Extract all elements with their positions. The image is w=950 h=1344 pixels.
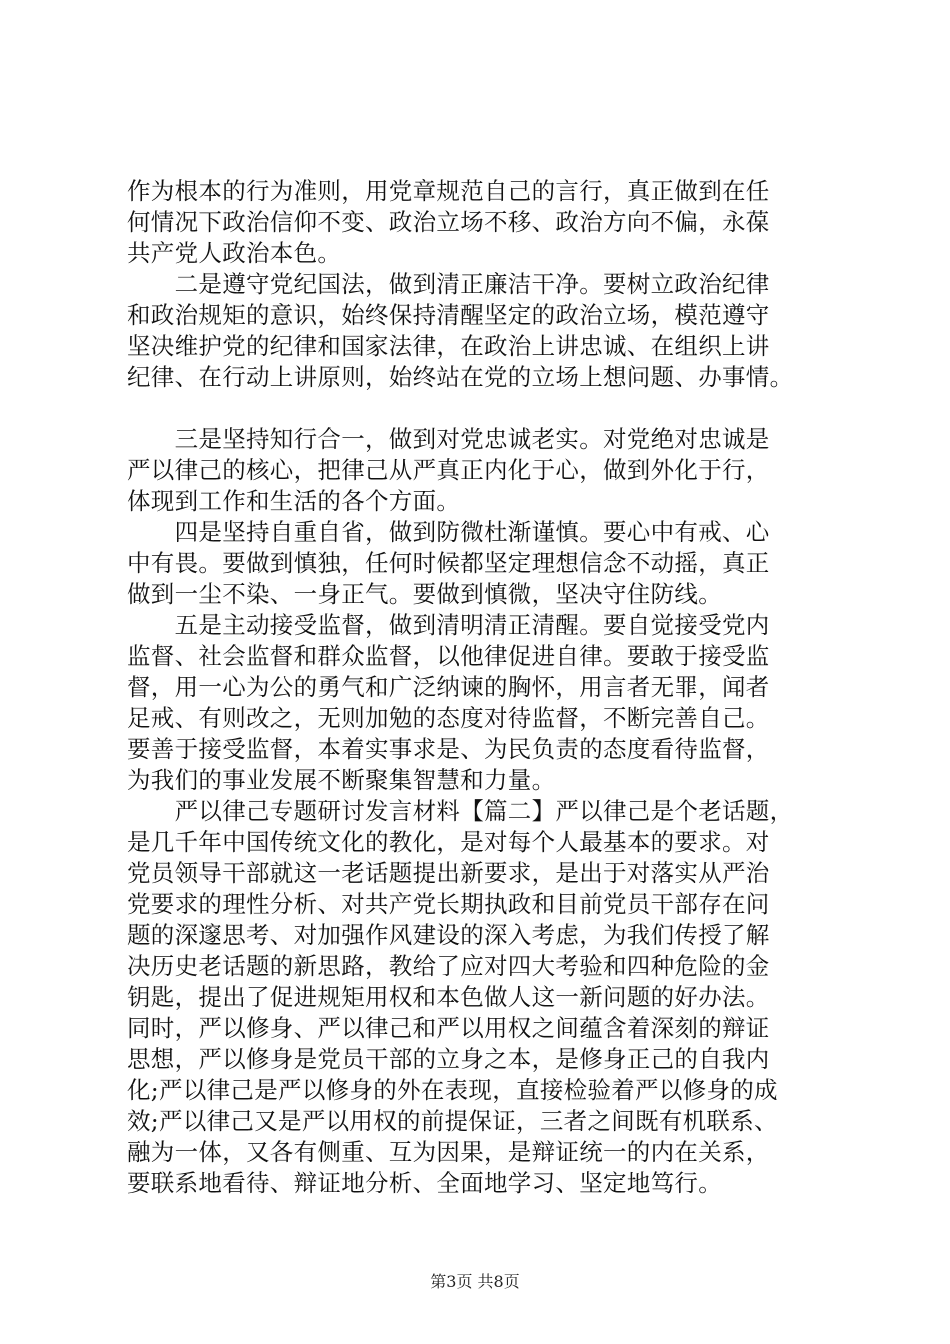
text-line: 融为一体，又各有侧重、互为因果，是辩证统一的内在关系， [127,1138,770,1166]
text-line: 三是坚持知行合一，做到对党忠诚老实。对党绝对忠诚是 [127,425,770,453]
text-line: 中有畏。要做到慎独，任何时候都坚定理想信念不动摇，真正 [127,549,770,577]
text-line: 题的深邃思考、对加强作风建设的深入考虑，为我们传授了解 [127,921,770,949]
text-line: 党要求的理性分析、对共产党长期执政和目前党员干部存在问 [127,890,770,918]
text-line: 做到一尘不染、一身正气。要做到慎微，坚决守住防线。 [127,580,722,608]
text-line: 严以律己专题研讨发言材料【篇二】严以律己是个老话题， [127,797,794,825]
text-line: 督，用一心为公的勇气和广泛纳谏的胸怀，用言者无罪，闻者 [127,673,770,701]
text-line: 是几千年中国传统文化的教化，是对每个人最基本的要求。对 [127,828,770,856]
text-line: 决历史老话题的新思路，教给了应对四大考验和四种危险的金 [127,952,770,980]
text-line: 党员领导干部就这一老话题提出新要求，是出于对落实从严治 [127,859,770,887]
text-line: 体现到工作和生活的各个方面。 [127,487,461,515]
text-line: 五是主动接受监督，做到清明清正清醒。要自觉接受党内 [127,611,770,639]
text-line: 严以律己的核心，把律己从严真正内化于心，做到外化于行， [127,456,770,484]
text-line: 二是遵守党纪国法，做到清正廉洁干净。要树立政治纪律 [127,270,770,298]
text-line: 要联系地看待、辩证地分析、全面地学习、坚定地笃行。 [127,1169,722,1197]
text-line: 要善于接受监督，本着实事求是、为民负责的态度看待监督， [127,735,770,763]
text-line: 足戒、有则改之，无则加勉的态度对待监督，不断完善自己。 [127,704,770,732]
text-line: 效;严以律己又是严以用权的前提保证，三者之间既有机联系、 [127,1107,778,1135]
text-line: 思想，严以修身是党员干部的立身之本，是修身正己的自我内 [127,1045,770,1073]
text-line: 共产党人政治本色。 [127,239,342,267]
text-line: 同时，严以修身、严以律己和严以用权之间蕴含着深刻的辩证 [127,1014,770,1042]
text-line: 化;严以律己是严以修身的外在表现，直接检验着严以修身的成 [127,1076,778,1104]
text-line: 四是坚持自重自省，做到防微杜渐谨慎。要心中有戒、心 [127,518,770,546]
page-footer: 第3页 共8页 [430,1272,520,1291]
text-line: 何情况下政治信仰不变、政治立场不移、政治方向不偏，永葆 [127,208,770,236]
text-line [127,393,837,424]
text-line: 坚决维护党的纪律和国家法律，在政治上讲忠诚、在组织上讲 [127,332,770,360]
body-text [127,176,837,1199]
text-line: 钥匙，提出了促进规矩用权和本色做人这一新问题的好办法。 [127,983,770,1011]
text-line: 作为根本的行为准则，用党章规范自己的言行，真正做到在任 [127,177,770,205]
text-line: 纪律、在行动上讲原则，始终站在党的立场上想问题、办事情。 [127,363,794,391]
text-line: 和政治规矩的意识，始终保持清醒坚定的政治立场，模范遵守 [127,301,770,329]
text-line: 为我们的事业发展不断聚集智慧和力量。 [127,766,556,794]
text-line: 监督、社会监督和群众监督，以他律促进自律。要敢于接受监 [127,642,770,670]
